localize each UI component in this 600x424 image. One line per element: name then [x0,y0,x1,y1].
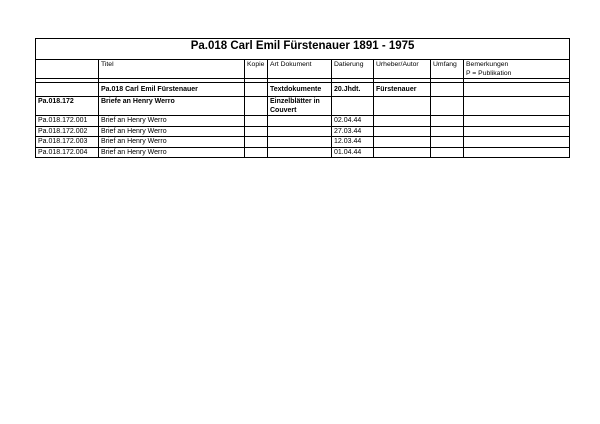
series-art-line1: Einzelblätter in [270,98,320,105]
inventory-table [35,38,570,158]
title-row [36,39,570,60]
fonds-kopie [245,83,268,97]
series-row [36,97,570,116]
header-datierung: Datierung [332,60,374,79]
item-art [268,137,332,148]
item-urheber [374,126,431,137]
fonds-titel: Pa.018 Carl Emil Fürstenauer [99,83,245,97]
table-row [36,137,570,148]
fonds-bemerkungen [464,83,570,97]
item-urheber [374,137,431,148]
table-row [36,126,570,137]
header-art-dokument: Art Dokument [268,60,332,79]
item-art [268,126,332,137]
item-datierung: 01.04.44 [332,147,374,158]
item-kopie [245,126,268,137]
item-kopie [245,116,268,127]
header-titel: Titel [99,60,245,79]
fonds-datierung: 20.Jhdt. [332,83,374,97]
item-bemerkungen [464,147,570,158]
fonds-row [36,83,570,97]
series-art-line2: Couvert [270,107,297,114]
header-kopie: Kopie [245,60,268,79]
table-row [36,116,570,127]
item-umfang [431,116,464,127]
header-signatur [36,60,99,79]
table-row [36,147,570,158]
item-kopie [245,147,268,158]
item-art [268,116,332,127]
item-signatur: Pa.018.172.004 [36,147,99,158]
item-umfang [431,126,464,137]
header-bemerkungen [464,60,570,79]
series-umfang [431,97,464,116]
item-bemerkungen [464,126,570,137]
item-kopie [245,137,268,148]
header-umfang: Umfang [431,60,464,79]
item-bemerkungen [464,137,570,148]
item-titel: Brief an Henry Werro [99,116,245,127]
series-urheber [374,97,431,116]
item-umfang [431,137,464,148]
item-titel: Brief an Henry Werro [99,126,245,137]
item-umfang [431,147,464,158]
series-titel: Briefe an Henry Werro [99,97,245,116]
item-datierung: 12.03.44 [332,137,374,148]
item-art [268,147,332,158]
series-datierung [332,97,374,116]
item-urheber [374,116,431,127]
header-row [36,60,570,79]
item-titel: Brief an Henry Werro [99,147,245,158]
series-kopie [245,97,268,116]
fonds-art: Textdokumente [268,83,332,97]
item-signatur: Pa.018.172.002 [36,126,99,137]
series-bemerkungen [464,97,570,116]
fonds-umfang [431,83,464,97]
series-signatur: Pa.018.172 [36,97,99,116]
item-urheber [374,147,431,158]
header-bemerkungen-legend: P = Publikation [466,70,512,77]
item-signatur: Pa.018.172.001 [36,116,99,127]
item-datierung: 02.04.44 [332,116,374,127]
fonds-urheber: Fürstenauer [374,83,431,97]
document-title: Pa.018 Carl Emil Fürstenauer 1891 - 1975 [36,39,570,60]
item-signatur: Pa.018.172.003 [36,137,99,148]
item-bemerkungen [464,116,570,127]
header-bemerkungen-label: Bemerkungen [466,61,509,68]
header-urheber: Urheber/Autor [374,60,431,79]
series-art [268,97,332,116]
item-titel: Brief an Henry Werro [99,137,245,148]
item-datierung: 27.03.44 [332,126,374,137]
fonds-signatur [36,83,99,97]
